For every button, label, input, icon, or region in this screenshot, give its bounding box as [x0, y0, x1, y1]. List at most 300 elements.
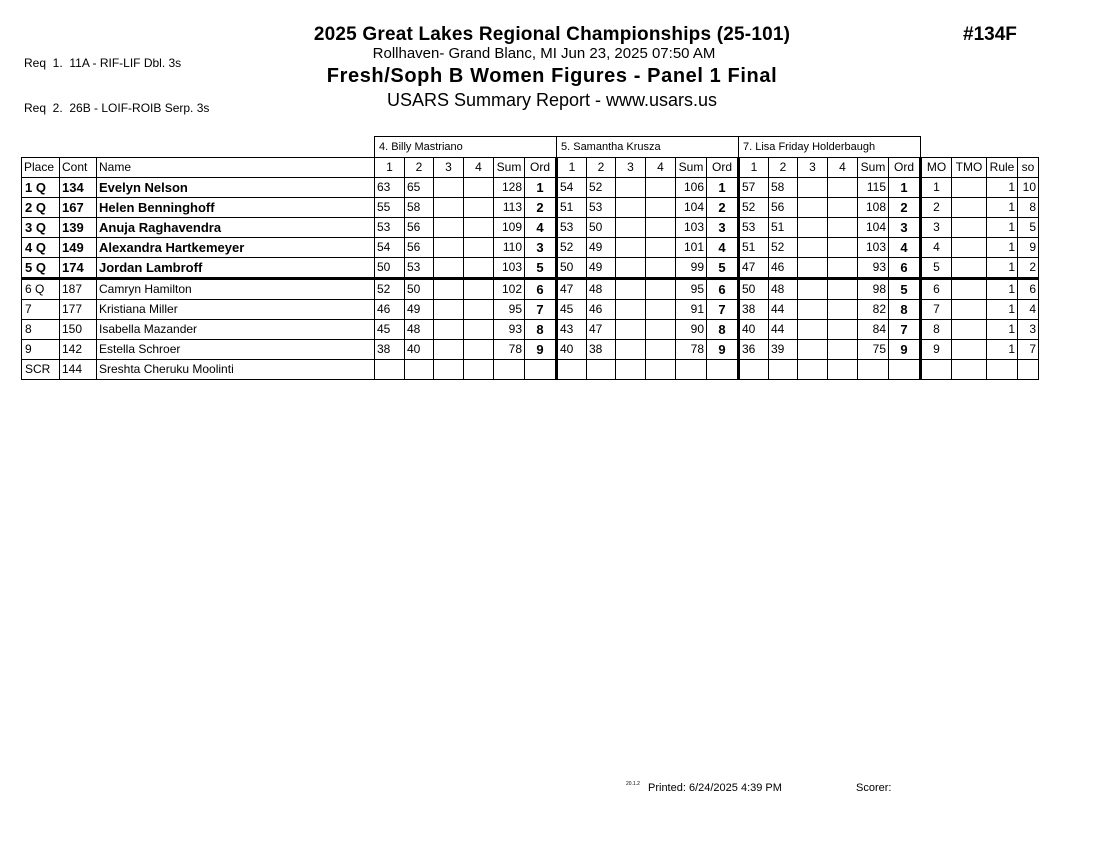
judge2-score-2: [587, 360, 616, 380]
judge2-score-3: [616, 238, 646, 258]
judge1-sum: 95: [494, 300, 525, 320]
cont-cell: 167: [60, 198, 97, 218]
judge2-score-3: [616, 198, 646, 218]
judge3-ordinal: 5: [889, 279, 921, 300]
cont-cell: 134: [60, 178, 97, 198]
header-judge2-j1: 1: [557, 158, 587, 178]
judge2-sum: 106: [676, 178, 707, 198]
judge1-score-3: [434, 198, 464, 218]
judge1-score-4: [464, 218, 494, 238]
judge3-sum: 108: [858, 198, 889, 218]
judge1-ordinal: 2: [525, 198, 557, 218]
judge2-score-1: 53: [557, 218, 587, 238]
cont-cell: 139: [60, 218, 97, 238]
judge3-score-1: 40: [739, 320, 769, 340]
judges-row: [22, 137, 1039, 158]
judge3-ordinal: 6: [889, 258, 921, 279]
judge2-score-1: 43: [557, 320, 587, 340]
table-row: [22, 279, 1039, 300]
judge3-ordinal: 3: [889, 218, 921, 238]
judge3-score-1: [739, 360, 769, 380]
rule-cell: 1: [987, 320, 1018, 340]
judge3-score-2: 46: [769, 258, 798, 279]
judge3-ordinal: 8: [889, 300, 921, 320]
judge2-score-3: [616, 279, 646, 300]
judge3-score-2: 56: [769, 198, 798, 218]
skater-name-cell: Alexandra Hartkemeyer: [97, 238, 375, 258]
judge3-sum: 115: [858, 178, 889, 198]
judge2-ordinal: 8: [707, 320, 739, 340]
header-judge2-sum: Sum: [676, 158, 707, 178]
judge2-ordinal: 5: [707, 258, 739, 279]
header-judge2-ord: Ord: [707, 158, 739, 178]
judge1-sum: 128: [494, 178, 525, 198]
judge3-score-3: [798, 178, 828, 198]
judge2-score-2: 50: [587, 218, 616, 238]
tmo-cell: [952, 279, 987, 300]
header-tmo: TMO: [952, 158, 987, 178]
judge1-ordinal: 3: [525, 238, 557, 258]
mo-cell: 9: [921, 340, 952, 360]
cont-cell: 177: [60, 300, 97, 320]
judge3-ordinal: 9: [889, 340, 921, 360]
tmo-cell: [952, 320, 987, 340]
skater-name-cell: Kristiana Miller: [97, 300, 375, 320]
header-judge1-j1: 1: [375, 158, 405, 178]
printed-date: Printed: 6/24/2025 4:39 PM: [648, 782, 782, 794]
judge3-ordinal: 1: [889, 178, 921, 198]
judge3-score-3: [798, 279, 828, 300]
mo-cell: 5: [921, 258, 952, 279]
judge2-score-3: [616, 360, 646, 380]
cont-cell: 142: [60, 340, 97, 360]
judge2-score-4: [646, 218, 676, 238]
table-row: [22, 300, 1039, 320]
judge3-score-3: [798, 218, 828, 238]
judge2-ordinal: 1: [707, 178, 739, 198]
judge3-score-1: 36: [739, 340, 769, 360]
judge1-score-4: [464, 258, 494, 279]
judge1-ordinal: 5: [525, 258, 557, 279]
judge1-ordinal: 7: [525, 300, 557, 320]
judge1-ordinal: 6: [525, 279, 557, 300]
rule-cell: 1: [987, 238, 1018, 258]
judge2-sum: 99: [676, 258, 707, 279]
header-judge1-ord: Ord: [525, 158, 557, 178]
so-cell: [1018, 360, 1039, 380]
judge2-ordinal: 4: [707, 238, 739, 258]
judge3-score-4: [828, 238, 858, 258]
skater-name-cell: Jordan Lambroff: [97, 258, 375, 279]
rule-cell: 1: [987, 218, 1018, 238]
judge2-score-4: [646, 320, 676, 340]
judge3-score-1: 38: [739, 300, 769, 320]
so-cell: 9: [1018, 238, 1039, 258]
judge3-ordinal: [889, 360, 921, 380]
judge1-score-2: 53: [405, 258, 434, 279]
judge2-score-3: [616, 320, 646, 340]
cont-cell: 144: [60, 360, 97, 380]
so-cell: 6: [1018, 279, 1039, 300]
judge3-score-2: 44: [769, 300, 798, 320]
header-judge1-j2: 2: [405, 158, 434, 178]
judge2-score-4: [646, 300, 676, 320]
judge1-score-1: 54: [375, 238, 405, 258]
rule-cell: 1: [987, 279, 1018, 300]
judge2-score-1: 52: [557, 238, 587, 258]
judge2-sum: [676, 360, 707, 380]
place-cell: 9: [22, 340, 60, 360]
table-row: [22, 178, 1039, 198]
judge2-score-2: 53: [587, 198, 616, 218]
mo-cell: 3: [921, 218, 952, 238]
mo-cell: [921, 360, 952, 380]
judge3-sum: 103: [858, 238, 889, 258]
cont-cell: 149: [60, 238, 97, 258]
place-cell: 8: [22, 320, 60, 340]
place-cell: 4 Q: [22, 238, 60, 258]
judge3-sum: 104: [858, 218, 889, 238]
judge1-score-1: 53: [375, 218, 405, 238]
skater-name-cell: Sreshta Cheruku Moolinti: [97, 360, 375, 380]
judge1-score-4: [464, 360, 494, 380]
judge1-score-3: [434, 279, 464, 300]
judge1-score-3: [434, 320, 464, 340]
judge3-sum: 84: [858, 320, 889, 340]
judge1-sum: [494, 360, 525, 380]
judge2-score-4: [646, 279, 676, 300]
judge1-score-3: [434, 178, 464, 198]
table-row: [22, 360, 1039, 380]
place-cell: 1 Q: [22, 178, 60, 198]
judge1-score-2: 58: [405, 198, 434, 218]
header-judge2-j4: 4: [646, 158, 676, 178]
table-row: [22, 218, 1039, 238]
mo-cell: 7: [921, 300, 952, 320]
judge2-sum: 90: [676, 320, 707, 340]
judge3-score-1: 50: [739, 279, 769, 300]
judge3-score-1: 51: [739, 238, 769, 258]
event-title: Fresh/Soph B Women Figures - Panel 1 Final: [326, 65, 778, 87]
skater-name-cell: Helen Benninghoff: [97, 198, 375, 218]
version-tag: 20.1.2: [626, 781, 640, 787]
skater-name-cell: Camryn Hamilton: [97, 279, 375, 300]
place-cell: SCR: [22, 360, 60, 380]
judge3-sum: 82: [858, 300, 889, 320]
report-title: USARS Summary Report - www.usars.us: [386, 90, 718, 110]
judge2-score-3: [616, 178, 646, 198]
header-rule: Rule: [987, 158, 1018, 178]
judge3-score-4: [828, 360, 858, 380]
printed-info: [626, 781, 782, 794]
judge1-ordinal: 8: [525, 320, 557, 340]
header-judge2-j3: 3: [616, 158, 646, 178]
judge1-sum: 113: [494, 198, 525, 218]
judge2-score-4: [646, 340, 676, 360]
tmo-cell: [952, 300, 987, 320]
header-judge1-j4: 4: [464, 158, 494, 178]
judge3-ordinal: 2: [889, 198, 921, 218]
place-cell: 6 Q: [22, 279, 60, 300]
place-cell: 2 Q: [22, 198, 60, 218]
skater-name-cell: Isabella Mazander: [97, 320, 375, 340]
judge2-sum: 103: [676, 218, 707, 238]
judge1-score-4: [464, 178, 494, 198]
judge2-score-2: 48: [587, 279, 616, 300]
cont-cell: 150: [60, 320, 97, 340]
mo-cell: 1: [921, 178, 952, 198]
judge2-sum: 91: [676, 300, 707, 320]
judge1-score-2: 49: [405, 300, 434, 320]
header-judge3-sum: Sum: [858, 158, 889, 178]
judge3-score-4: [828, 258, 858, 279]
header-judge1-sum: Sum: [494, 158, 525, 178]
judge1-score-2: 48: [405, 320, 434, 340]
header-place: Place: [22, 158, 60, 178]
column-header-row: [22, 158, 1039, 178]
judge3-score-2: 39: [769, 340, 798, 360]
judge1-score-4: [464, 340, 494, 360]
event-number: #134F: [963, 24, 1017, 45]
judge1-score-2: 40: [405, 340, 434, 360]
tmo-cell: [952, 238, 987, 258]
judge3-score-1: 57: [739, 178, 769, 198]
judge2-score-3: [616, 300, 646, 320]
header-cont: Cont: [60, 158, 97, 178]
judge1-ordinal: 1: [525, 178, 557, 198]
mo-cell: 8: [921, 320, 952, 340]
judge2-sum: 101: [676, 238, 707, 258]
judge1-ordinal: 4: [525, 218, 557, 238]
skater-name-cell: Anuja Raghavendra: [97, 218, 375, 238]
judge1-ordinal: 9: [525, 340, 557, 360]
place-cell: 5 Q: [22, 258, 60, 279]
place-cell: 3 Q: [22, 218, 60, 238]
tmo-cell: [952, 360, 987, 380]
judge2-score-4: [646, 198, 676, 218]
competition-title: 2025 Great Lakes Regional Championships (25-101): [313, 24, 791, 45]
rule-cell: 1: [987, 340, 1018, 360]
judge2-score-1: 45: [557, 300, 587, 320]
table-row: [22, 340, 1039, 360]
judge1-sum: 93: [494, 320, 525, 340]
judge2-ordinal: 3: [707, 218, 739, 238]
judge1-score-1: 55: [375, 198, 405, 218]
header-judge3-j2: 2: [769, 158, 798, 178]
judge-2-name: 5. Samantha Krusza: [557, 137, 739, 158]
judge3-score-1: 52: [739, 198, 769, 218]
skater-name-cell: Estella Schroer: [97, 340, 375, 360]
judge1-score-1: 46: [375, 300, 405, 320]
rule-cell: 1: [987, 300, 1018, 320]
judge2-score-3: [616, 218, 646, 238]
judge1-sum: 109: [494, 218, 525, 238]
so-cell: 5: [1018, 218, 1039, 238]
judge1-score-1: [375, 360, 405, 380]
so-cell: 2: [1018, 258, 1039, 279]
so-cell: 7: [1018, 340, 1039, 360]
judge3-score-3: [798, 360, 828, 380]
judge2-score-2: 52: [587, 178, 616, 198]
judge3-score-3: [798, 198, 828, 218]
tmo-cell: [952, 218, 987, 238]
judge1-score-1: 52: [375, 279, 405, 300]
results-table: [21, 136, 1039, 380]
header-so: so: [1018, 158, 1039, 178]
tmo-cell: [952, 178, 987, 198]
judge2-score-4: [646, 178, 676, 198]
judge3-score-2: 58: [769, 178, 798, 198]
judge3-score-2: [769, 360, 798, 380]
judge1-score-3: [434, 238, 464, 258]
judge3-score-1: 53: [739, 218, 769, 238]
judge2-score-2: 38: [587, 340, 616, 360]
scorer-label: Scorer:: [856, 782, 892, 794]
judge1-sum: 78: [494, 340, 525, 360]
judge1-score-4: [464, 198, 494, 218]
judge2-ordinal: 9: [707, 340, 739, 360]
judge3-score-2: 44: [769, 320, 798, 340]
header-judge3-j3: 3: [798, 158, 828, 178]
judge1-score-4: [464, 300, 494, 320]
judge3-score-4: [828, 178, 858, 198]
judge3-score-3: [798, 238, 828, 258]
judge3-score-4: [828, 279, 858, 300]
table-row: [22, 258, 1039, 279]
judge2-score-2: 49: [587, 258, 616, 279]
judge2-ordinal: 7: [707, 300, 739, 320]
judge3-score-2: 48: [769, 279, 798, 300]
judge2-score-3: [616, 340, 646, 360]
judge1-score-3: [434, 360, 464, 380]
judge2-sum: 104: [676, 198, 707, 218]
judge2-ordinal: 6: [707, 279, 739, 300]
so-cell: 8: [1018, 198, 1039, 218]
rule-cell: 1: [987, 258, 1018, 279]
judge1-score-3: [434, 340, 464, 360]
judge3-score-2: 52: [769, 238, 798, 258]
judge1-score-2: 56: [405, 238, 434, 258]
judge3-sum: 75: [858, 340, 889, 360]
judge3-score-4: [828, 320, 858, 340]
rule-cell: [987, 360, 1018, 380]
header-name: Name: [97, 158, 375, 178]
judge1-ordinal: [525, 360, 557, 380]
judge3-score-2: 51: [769, 218, 798, 238]
judge2-score-1: 54: [557, 178, 587, 198]
table-row: [22, 238, 1039, 258]
judge2-score-2: 47: [587, 320, 616, 340]
judge3-score-3: [798, 340, 828, 360]
mo-cell: 6: [921, 279, 952, 300]
judge-3-name: 7. Lisa Friday Holderbaugh: [739, 137, 921, 158]
judge3-score-4: [828, 218, 858, 238]
place-cell: 7: [22, 300, 60, 320]
judge1-score-2: 56: [405, 218, 434, 238]
header-judge2-j2: 2: [587, 158, 616, 178]
so-cell: 10: [1018, 178, 1039, 198]
mo-cell: 2: [921, 198, 952, 218]
judge2-sum: 78: [676, 340, 707, 360]
judge1-score-1: 45: [375, 320, 405, 340]
tmo-cell: [952, 198, 987, 218]
judge1-score-3: [434, 218, 464, 238]
tmo-cell: [952, 258, 987, 279]
judge2-score-3: [616, 258, 646, 279]
judge2-score-2: 46: [587, 300, 616, 320]
judge3-score-3: [798, 300, 828, 320]
judge1-score-3: [434, 258, 464, 279]
tmo-cell: [952, 340, 987, 360]
judge2-score-1: 47: [557, 279, 587, 300]
location-date: Rollhaven- Grand Blanc, MI Jun 23, 2025 07:50 AM: [372, 45, 716, 62]
mo-cell: 4: [921, 238, 952, 258]
judge2-ordinal: [707, 360, 739, 380]
header-judge1-j3: 3: [434, 158, 464, 178]
judge3-ordinal: 7: [889, 320, 921, 340]
rule-cell: 1: [987, 198, 1018, 218]
judge1-score-4: [464, 238, 494, 258]
judge1-score-1: 63: [375, 178, 405, 198]
judge1-sum: 110: [494, 238, 525, 258]
judge1-score-2: 65: [405, 178, 434, 198]
table-row: [22, 320, 1039, 340]
skater-name-cell: Evelyn Nelson: [97, 178, 375, 198]
judge3-score-3: [798, 258, 828, 279]
judge2-score-4: [646, 360, 676, 380]
judge2-ordinal: 2: [707, 198, 739, 218]
judge1-score-1: 38: [375, 340, 405, 360]
header-judge3-j1: 1: [739, 158, 769, 178]
cont-cell: 174: [60, 258, 97, 279]
header-mo: MO: [921, 158, 952, 178]
judge3-score-4: [828, 340, 858, 360]
judge1-score-2: 50: [405, 279, 434, 300]
judge2-score-1: 50: [557, 258, 587, 279]
judge2-score-1: 51: [557, 198, 587, 218]
judge1-sum: 103: [494, 258, 525, 279]
table-row: [22, 198, 1039, 218]
judge3-score-1: 47: [739, 258, 769, 279]
judge2-score-1: 40: [557, 340, 587, 360]
judge1-sum: 102: [494, 279, 525, 300]
judge3-score-4: [828, 198, 858, 218]
judge1-score-1: 50: [375, 258, 405, 279]
judge2-sum: 95: [676, 279, 707, 300]
judge2-score-1: [557, 360, 587, 380]
requirement-2: Req 2. 26B - LOIF-ROIB Serp. 3s: [24, 101, 210, 115]
judge2-score-2: 49: [587, 238, 616, 258]
rule-cell: 1: [987, 178, 1018, 198]
judge2-score-4: [646, 238, 676, 258]
judge3-ordinal: 4: [889, 238, 921, 258]
cont-cell: 187: [60, 279, 97, 300]
header-judge3-ord: Ord: [889, 158, 921, 178]
judge3-sum: 98: [858, 279, 889, 300]
judge1-score-4: [464, 279, 494, 300]
judge-1-name: 4. Billy Mastriano: [375, 137, 557, 158]
judge1-score-2: [405, 360, 434, 380]
judge3-score-4: [828, 300, 858, 320]
judge3-sum: [858, 360, 889, 380]
header-judge3-j4: 4: [828, 158, 858, 178]
judge1-score-4: [464, 320, 494, 340]
judge3-sum: 93: [858, 258, 889, 279]
so-cell: 4: [1018, 300, 1039, 320]
judge3-score-3: [798, 320, 828, 340]
requirement-1: Req 1. 11A - RIF-LIF Dbl. 3s: [24, 56, 182, 70]
judge2-score-4: [646, 258, 676, 279]
